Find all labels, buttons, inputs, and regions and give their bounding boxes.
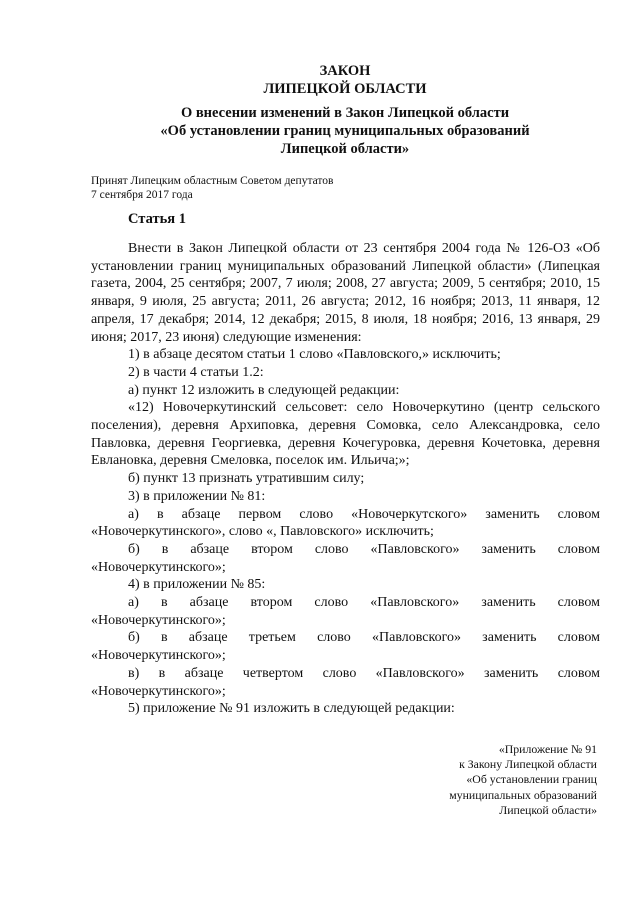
intro-paragraph: Внести в Закон Липецкой области от 23 сентября 2004 года № 126-ОЗ «Об установлении границ муниципальных образований Липецкой области» (Липецкая газета, 2004, 25 сентября; 2007, 7 июля; 2008, 27 августа; 2009, 5 сентября; 2010, 15 января, 9 июля, 25 августа; 2011, 26 августа; 2012, 16 ноября; 2013, 11 января, 12 апреля, 17 декабря; 2014, 12 декабря; 2015, 8 июля, 18 ноября; 2016, 13 января, 29 июня; 2017, 23 июня) следующие изменения:	[91, 241, 600, 345]
subtitle-line-3: Липецкой области»	[280, 141, 410, 157]
item-3: 3) в приложении № 81:	[128, 488, 266, 504]
document-title	[90, 62, 600, 98]
adoption-info	[91, 174, 333, 202]
item-2a: а) пункт 12 изложить в следующей редакции:	[128, 382, 400, 398]
appendix-line-4: муниципальных образований	[449, 787, 597, 802]
appendix-header	[449, 742, 597, 818]
item-2a-text: «12) Новочеркутинский сельсовет: село Новочеркутино (центр сельского поселения), деревня Архиповка, деревня Сомовка, село Александровка, село Павловка, деревня Георгиевка, деревня Кочегуровка, деревня Кочетовка, деревня Евлановка, деревня Смеловка, поселок им. Ильича;»;	[91, 400, 600, 469]
article-heading: Статья 1	[128, 211, 186, 227]
item-4a: а) в абзаце втором слово «Павловского» заменить словом «Новочеркутинского»;	[91, 595, 600, 628]
item-2b: б) пункт 13 признать утратившим силу;	[128, 471, 365, 487]
adoption-line-2: 7 сентября 2017 года	[91, 189, 193, 201]
document-subtitle	[90, 104, 600, 158]
item-3a: а) в абзаце первом слово «Новочеркутского» заменить словом «Новочеркутинского», слово «, Павловского» исключить;	[91, 506, 600, 540]
subtitle-line-2: «Об установлении границ муниципальных образований	[160, 123, 530, 139]
item-4b: б) в абзаце третьем слово «Павловского» заменить словом «Новочеркутинского»;	[91, 630, 600, 664]
item-3b: б) в абзаце втором слово «Павловского» заменить словом «Новочеркутинского»;	[91, 541, 600, 575]
item-5: 5) приложение № 91 изложить в следующей редакции:	[128, 701, 455, 717]
article-body	[91, 240, 600, 718]
appendix-line-5: Липецкой области»	[499, 802, 597, 817]
appendix-line-2: к Закону Липецкой области	[459, 757, 597, 772]
item-2: 2) в части 4 статьи 1.2:	[128, 364, 264, 380]
item-4c: в) в абзаце четвертом слово «Павловского» заменить словом «Новочеркутинского»;	[91, 665, 600, 699]
subtitle-line-1: О внесении изменений в Закон Липецкой области	[180, 105, 510, 121]
title-line-2: ЛИПЕЦКОЙ ОБЛАСТИ	[263, 81, 427, 97]
title-line-1: ЗАКОН	[319, 63, 371, 79]
appendix-line-3: «Об установлении границ	[466, 772, 597, 787]
adoption-line-1: Принят Липецким областным Советом депутатов	[91, 175, 334, 187]
appendix-line-1: «Приложение № 91	[498, 742, 597, 756]
item-4: 4) в приложении № 85:	[128, 577, 266, 593]
item-1: 1) в абзаце десятом статьи 1 слово «Павловского,» исключить;	[128, 347, 501, 363]
